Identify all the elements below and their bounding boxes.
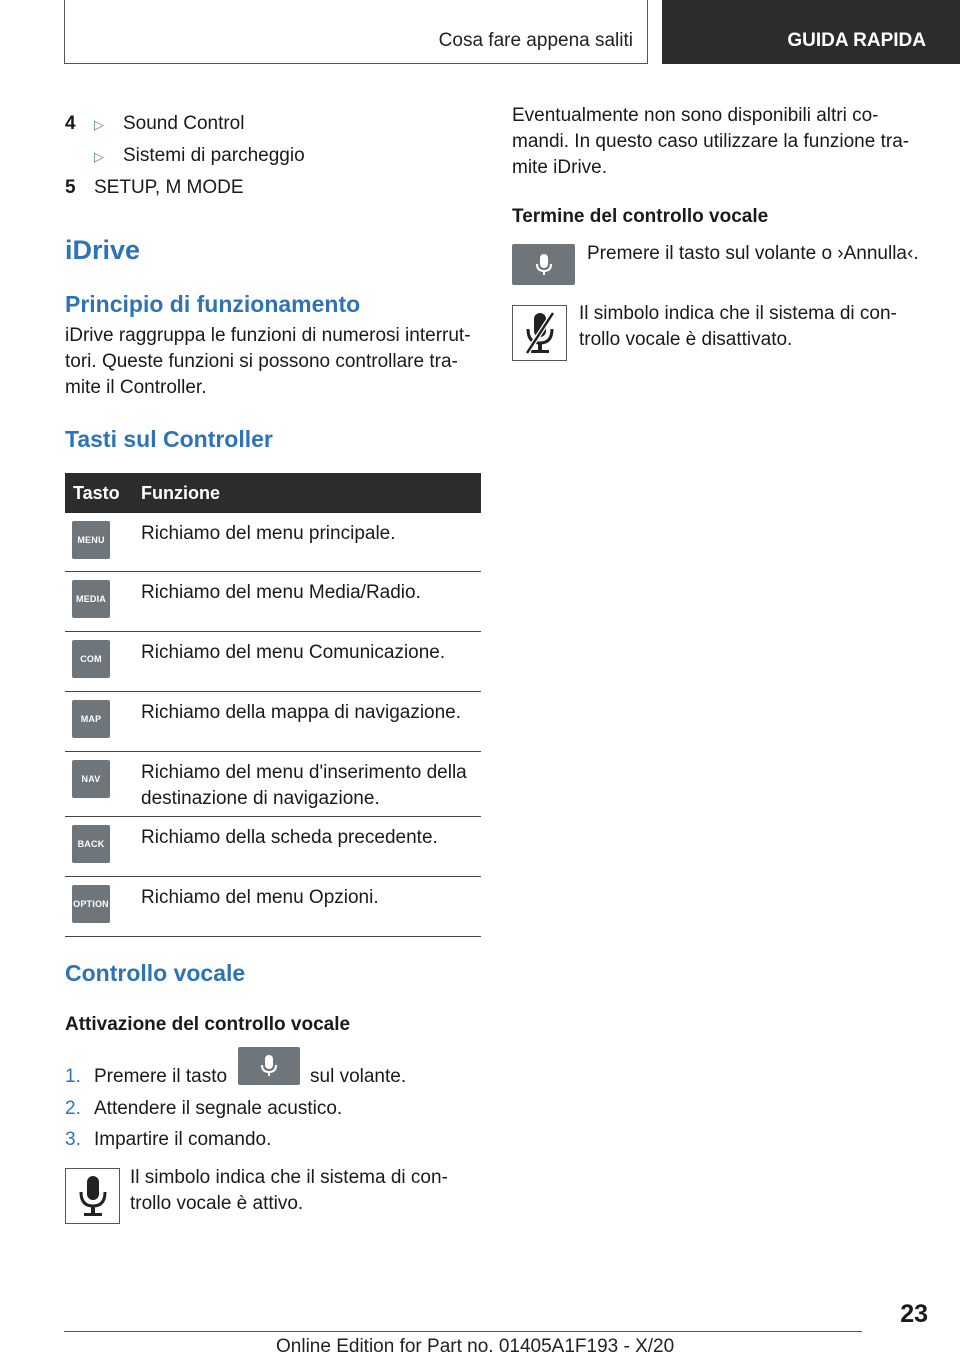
microphone-key-icon [238, 1047, 300, 1085]
step-number: 2. [65, 1098, 81, 1119]
table-cell-function: Richiamo del menu Comunicazione. [141, 642, 446, 663]
intro-paragraph: Eventualmente non sono disponibili altri co- mandi. In questo caso utilizzare la funzione tra- mite iDrive. [512, 105, 910, 178]
disabled-symbol-note: Il simbolo indica che il sistema di con- trollo vocale è disattivato. [579, 303, 897, 350]
heading-end-voice: Termine del controllo vocale [512, 206, 769, 227]
nav-key-icon: NAV [72, 760, 110, 798]
back-key-icon: BACK [72, 825, 110, 863]
header-section-title: Cosa fare appena saliti [438, 30, 633, 51]
subsection-title-voice: Controllo vocale [65, 960, 246, 986]
menu-key-icon: MENU [72, 521, 110, 559]
option-key-icon: OPTION [72, 885, 110, 923]
page-number: 23 [900, 1300, 928, 1328]
list-item-text: SETUP, M MODE [94, 177, 244, 198]
table-cell-function: Richiamo della scheda precedente. [141, 827, 438, 848]
triangle-bullet-icon: ▷ [94, 117, 104, 132]
section-title-idrive: iDrive [65, 235, 141, 265]
step-text: Premere il tasto [94, 1066, 228, 1087]
table-row [65, 572, 481, 632]
header-chapter-title: GUIDA RAPIDA [787, 30, 926, 51]
list-subitem: Sound Control [123, 113, 245, 134]
table-cell-function: Richiamo del menu Media/Radio. [141, 582, 421, 603]
table-cell-function: Richiamo del menu d'inserimento della destinazione di navigazione. [141, 762, 467, 809]
microphone-disabled-icon [512, 305, 567, 361]
media-key-icon: MEDIA [72, 580, 110, 618]
table-header-key: Tasto [73, 483, 120, 503]
microphone-key-icon [512, 244, 575, 285]
table-header-function: Funzione [141, 483, 220, 503]
table-row [65, 877, 481, 937]
step-text: sul volante. [310, 1066, 407, 1087]
heading-activation: Attivazione del controllo vocale [65, 1014, 351, 1035]
table-row [65, 817, 481, 877]
active-symbol-note: Il simbolo indica che il sistema di con- trollo vocale è attivo. [130, 1167, 448, 1214]
header-section-box [64, 0, 648, 64]
table-row [65, 632, 481, 692]
footer-edition: Online Edition for Part no. 01405A1F193 - X/20 [276, 1336, 675, 1357]
controller-buttons-table [65, 473, 481, 937]
footer-divider [64, 1331, 862, 1332]
table-header [65, 473, 481, 513]
header-chapter-box [662, 0, 960, 64]
com-key-icon: COM [72, 640, 110, 678]
list-item-number: 5 [65, 177, 76, 198]
step-number: 3. [65, 1129, 81, 1150]
map-key-icon: MAP [72, 700, 110, 738]
list-subitem: Sistemi di parcheggio [123, 145, 305, 166]
subsection-title-buttons: Tasti sul Controller [65, 426, 273, 452]
table-cell-function: Richiamo della mappa di navigazione. [141, 702, 462, 723]
step-text: Impartire il comando. [94, 1129, 272, 1150]
principle-paragraph: iDrive raggruppa le funzioni di numerosi interrut- tori. Queste funzioni si possono controllare tra- mite il Controller. [65, 325, 471, 398]
step-text: Attendere il segnale acustico. [94, 1098, 343, 1119]
list-item-number: 4 [65, 113, 76, 134]
microphone-active-icon [65, 1168, 120, 1224]
table-cell-function: Richiamo del menu principale. [141, 523, 396, 544]
table-row [65, 513, 481, 572]
table-cell-function: Richiamo del menu Opzioni. [141, 887, 379, 908]
subsection-title-principle: Principio di funzionamento [65, 291, 361, 317]
step-number: 1. [65, 1066, 81, 1087]
table-row [65, 752, 481, 817]
end-voice-text: Premere il tasto sul volante o ›Annulla‹. [587, 243, 919, 264]
table-row [65, 692, 481, 752]
triangle-bullet-icon: ▷ [94, 149, 104, 164]
